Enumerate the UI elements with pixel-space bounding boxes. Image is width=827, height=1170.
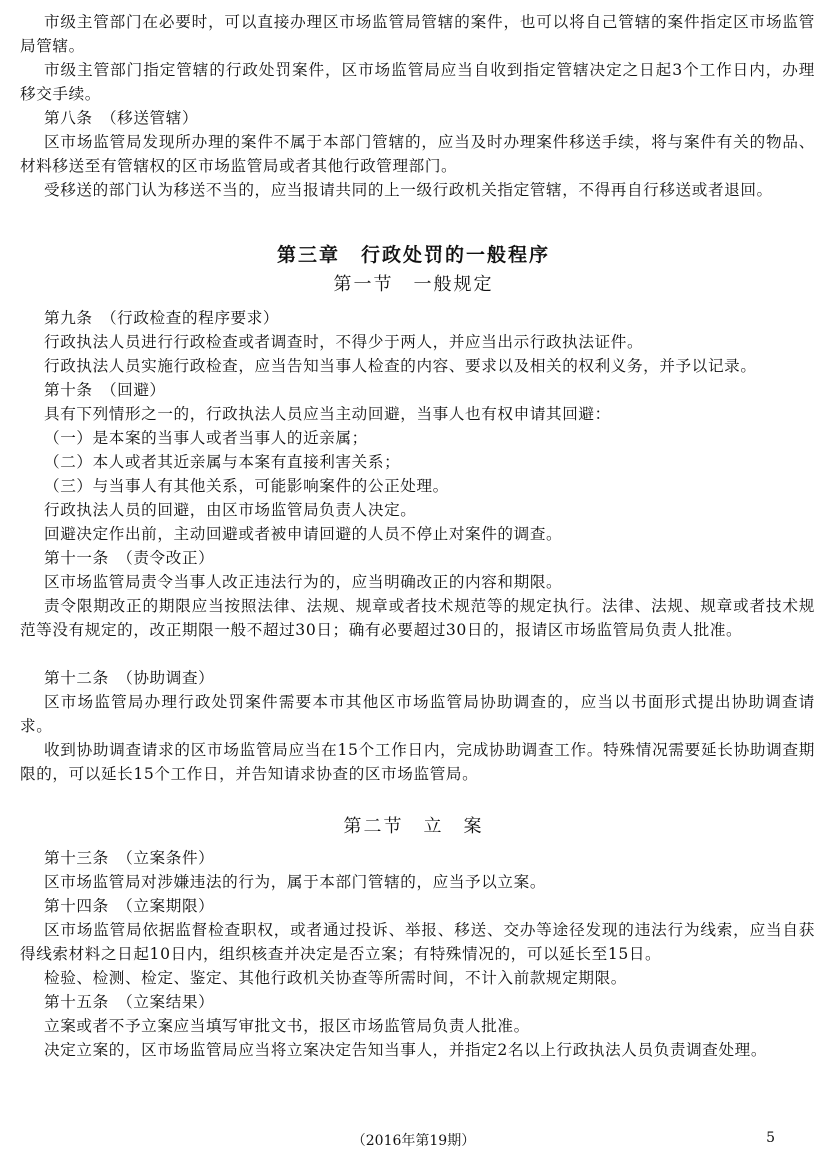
section-heading-filing: 第二节 立 案 xyxy=(343,816,484,837)
paragraph: 受移送的部门认为移送不当的，应当报请共同的上一级行政机关指定管辖，不得再自行移送或者退回。 xyxy=(44,181,773,199)
chapter-heading: 第三章 行政处罚的一般程序 xyxy=(276,244,550,266)
issue-footer: （2016年第19期） xyxy=(351,1133,476,1149)
paragraph: 回避决定作出前，主动回避或者被申请回避的人员不停止对案件的调查。 xyxy=(44,525,563,543)
paragraph: 具有下列情形之一的，行政执法人员应当主动回避，当事人也有权申请其回避： xyxy=(44,405,611,423)
paragraph: 区市场监管局办理行政处罚案件需要本市其他区市场监管局协助调查的，应当以书面形式提出协助调查请求。 xyxy=(20,693,815,735)
paragraph: 第十四条 （立案期限） xyxy=(44,897,215,915)
paragraph: 区市场监管局责令当事人改正违法行为的，应当明确改正的内容和期限。 xyxy=(44,573,563,591)
paragraph: 立案或者不予立案应当填写审批文书，报区市场监管局负责人批准。 xyxy=(44,1017,530,1035)
paragraph: 区市场监管局发现所办理的案件不属于本部门管辖的，应当及时办理案件移送手续，将与案件有关的物品、材料移送至有管辖权的区市场监管局或者其他行政管理部门。 xyxy=(20,133,815,175)
paragraph: 第九条 （行政检查的程序要求） xyxy=(44,309,280,327)
paragraph: 责令限期改正的期限应当按照法律、法规、规章或者技术规范等的规定执行。法律、法规、规章或者技术规范等没有规定的，改正期限一般不超过30日；确有必要超过30日的，报请区市场监管局负责人批准。 xyxy=(20,597,815,639)
paragraph: 第十五条 （立案结果） xyxy=(44,993,215,1011)
paragraph: （三）与当事人有其他关系，可能影响案件的公正处理。 xyxy=(44,477,449,495)
paragraph: （二）本人或者其近亲属与本案有直接利害关系； xyxy=(44,453,401,471)
paragraph: 决定立案的，区市场监管局应当将立案决定告知当事人，并指定2名以上行政执法人员负责调查处理。 xyxy=(44,1041,768,1059)
paragraph: 第十条 （回避） xyxy=(44,381,166,399)
paragraph: 区市场监管局对涉嫌违法的行为，属于本部门管辖的，应当予以立案。 xyxy=(44,873,547,891)
paragraph: 行政执法人员进行行政检查或者调查时，不得少于两人，并应当出示行政执法证件。 xyxy=(44,333,644,351)
paragraph: 第十一条 （责令改正） xyxy=(44,549,215,567)
paragraph: （一）是本案的当事人或者当事人的近亲属； xyxy=(44,429,368,447)
paragraph: 第八条 （移送管辖） xyxy=(44,109,199,127)
paragraph: 行政执法人员实施行政检查，应当告知当事人检查的内容、要求以及相关的权利义务，并予以记录。 xyxy=(44,357,757,375)
paragraph: 收到协助调查请求的区市场监管局应当在15个工作日内，完成协助调查工作。特殊情况需要延长协助调查期限的，可以延长15个工作日，并告知请求协查的区市场监管局。 xyxy=(20,741,815,783)
paragraph: 第十二条 （协助调查） xyxy=(44,669,215,687)
paragraph: 行政执法人员的回避，由区市场监管局负责人决定。 xyxy=(44,501,417,519)
paragraph: 市级主管部门指定管辖的行政处罚案件，区市场监管局应当自收到指定管辖决定之日起3个工作日内，办理移交手续。 xyxy=(20,61,815,103)
paragraph: 区市场监管局依据监督检查职权，或者通过投诉、举报、移送、交办等途径发现的违法行为线索，应当自获得线索材料之日起10日内，组织核查并决定是否立案；有特殊情况的，可以延长至15日。 xyxy=(20,921,815,963)
paragraph: 第十三条 （立案条件） xyxy=(44,849,215,867)
paragraph: 检验、检测、检定、鉴定、其他行政机关协查等所需时间，不计入前款规定期限。 xyxy=(44,969,627,987)
page-number: 5 xyxy=(766,1130,775,1146)
paragraph: 市级主管部门在必要时，可以直接办理区市场监管局管辖的案件，也可以将自己管辖的案件指定区市场监管局管辖。 xyxy=(20,13,815,55)
section-heading-general: 第一节 一般规定 xyxy=(333,274,494,295)
